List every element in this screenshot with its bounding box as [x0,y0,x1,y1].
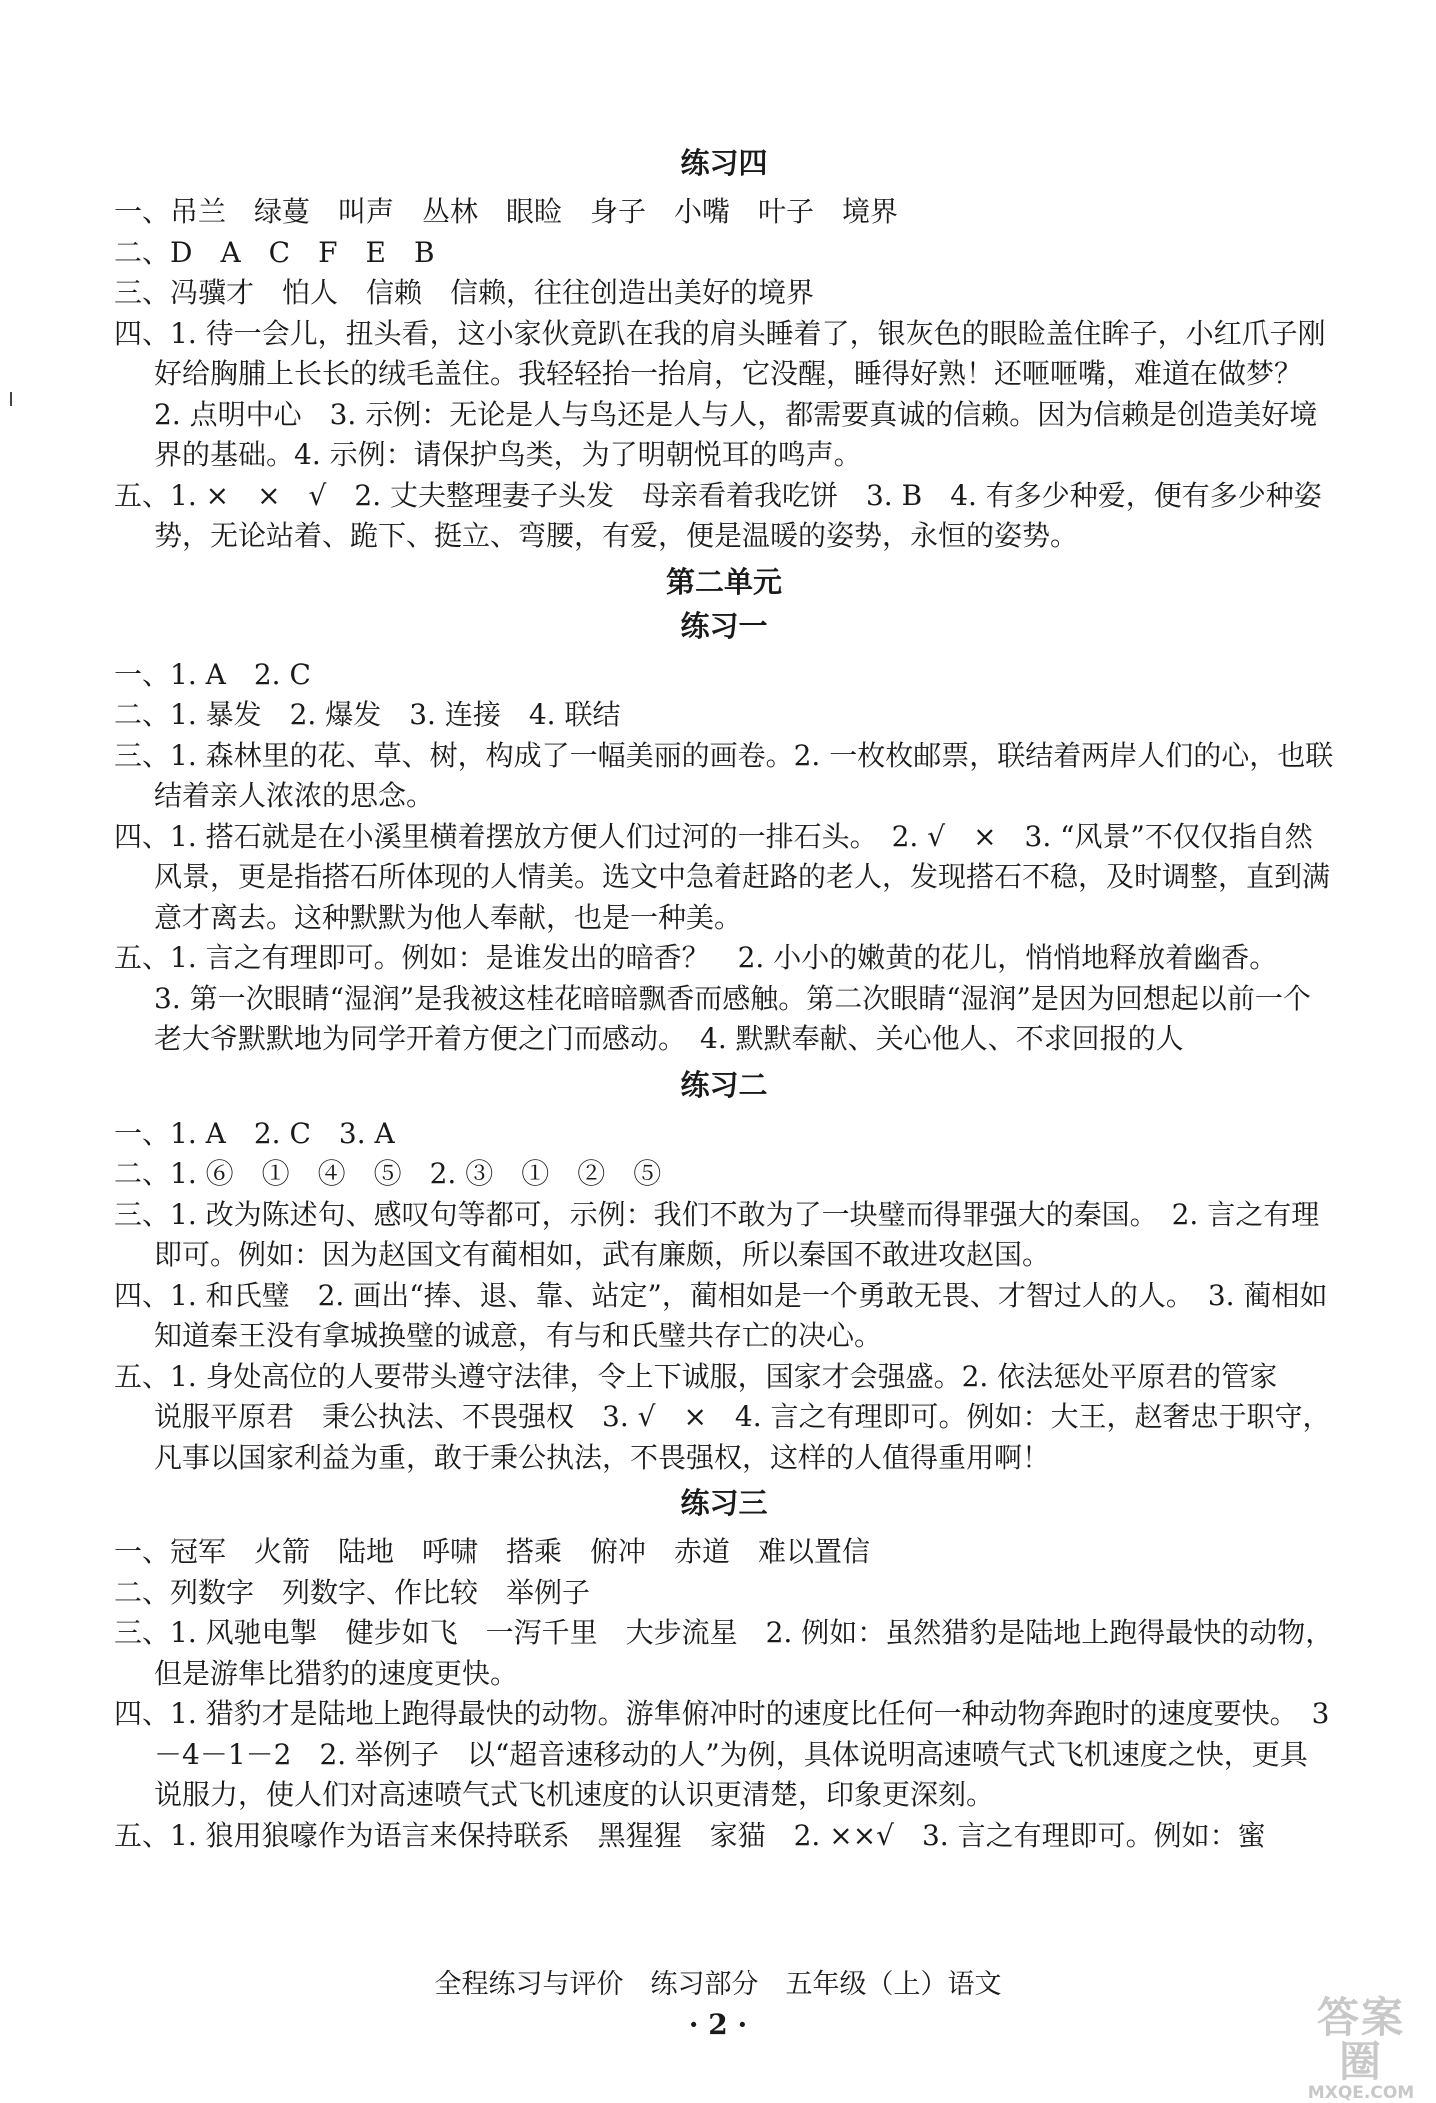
section-heading: 练习四 [680,146,768,180]
answer-item [114,1816,1334,1857]
answer-text: 五、1. 言之有理即可。例如：是谁发出的暗香？ 2. 小小的嫩黄的花儿，悄悄地释放着幽香。 [114,941,1278,974]
answer-text: 五、1. 狼用狼嚎作为语言来保持联系 黑猩猩 家猫 2. ××√ 3. 言之有理即可。例如：蜜 [114,1818,1266,1852]
answer-item [114,1114,1334,1155]
answer-item [114,1613,1334,1694]
margin-mark [10,392,12,406]
answer-item [114,1573,1334,1614]
answer-text: 一、1. A 2. C 3. A [114,1116,395,1150]
answer-text: 二、列数字 列数字、作比较 举例子 [114,1575,591,1609]
answer-item [114,736,1334,817]
answer-item [114,655,1334,696]
section-heading: 练习三 [680,1486,768,1520]
answer-item [114,1357,1334,1479]
page-footer: 全程练习与评价 练习部分 五年级（上）语文 [434,1969,1002,2000]
answer-text: 二、D A C F E B [114,235,435,269]
answer-text: 二、1. 暴发 2. 爆发 3. 连接 4. 联结 [114,698,621,731]
answer-item [114,1154,1334,1195]
answer-item [114,1532,1334,1573]
answer-text: 三、冯骥才 怕人 信赖 信赖，往往创造出美好的境界 [114,276,815,309]
answer-text: 三、1. 森林里的花、草、树，构成了一幅美丽的画卷。2. 一枚枚邮票，联结着两岸人们的心，也联结着亲人浓浓的思念。 [114,738,1334,812]
answer-text: 四、1. 搭石就是在小溪里横着摆放方便人们过河的一排石头。 2. √ × 3. “风景”不仅仅指自然风景，更是指搭石所体现的人情美。选文中急着赶路的老人，发现搭石不稳，及时调整，直到满意才离去。这种默默为他人奉献，也是一种美。 [114,819,1331,934]
answer-text: 三、1. 风驰电掣 健步如飞 一泻千里 大步流星 2. 例如：虽然猎豹是陆地上跑得最快的动物，但是游隼比猎豹的速度更快。 [114,1616,1334,1690]
answer-item [114,1195,1334,1276]
page-number: · 2 · [688,2008,748,2041]
answer-text: 一、吊兰 绿蔓 叫声 丛林 眼睑 身子 小嘴 叶子 境界 [114,195,899,228]
answer-item [114,1276,1334,1357]
answer-text: 四、1. 和氏璧 2. 画出“捧、退、靠、站定”，蔺相如是一个勇敢无畏、才智过人的人。 3. 蔺相如知道秦王没有拿城换璧的诚意，有与和氏璧共存亡的决心。 [114,1278,1328,1352]
answer-item [114,1694,1334,1816]
answer-text: 二、1. ⑥ ① ④ ⑤ 2. ③ ① ② ⑤ [114,1157,662,1190]
answer-item [114,817,1334,939]
answer-text: 五、1. × × √ 2. 丈夫整理妻子头发 母亲看着我吃饼 3. B 4. 有多少种爱，便有多少种姿势，无论站着、跪下、挺立、弯腰，有爱，便是温暖的姿势，永恒的姿势。 [114,478,1322,552]
section-heading: 练习一 [680,608,768,643]
answer-item [114,314,1334,476]
answer-item [114,233,1334,274]
answer-item [114,192,1334,233]
answer-text: 四、1. 待一会儿，扭头看，这小家伙竟趴在我的肩头睡着了，银灰色的眼睑盖住眸子，小红爪子刚好给胸脯上长长的绒毛盖住。我轻轻抬一抬肩，它没醒，睡得好熟！还咂咂嘴，难道在做梦？ 2. 点明中心 3. 示例：无论是人与鸟还是人与人，都需要真诚的信赖。因为信赖是创造美好境界的基础。4. 示例：请保护鸟类，为了明朝悦耳的鸣声。 [114,316,1331,471]
answer-text-continued: 3. 第一次眼睛“湿润”是我被这桂花暗暗飘香而感触。第二次眼睛“湿润”是因为回想起以前一个老大爷默默地为同学开着方便之门而感动。 4. 默默奉献、关心他人、不求回报的人 [154,981,1311,1055]
answer-text: 三、1. 改为陈述句、感叹句等都可，示例：我们不敢为了一块璧而得罪强大的秦国。 2. 言之有理即可。例如：因为赵国文有蔺相如，武有廉颇，所以秦国不敢进攻赵国。 [114,1197,1320,1271]
watermark-text: 答案圈 [1316,1993,1405,2086]
section-heading: 练习二 [680,1067,768,1102]
answer-item [114,938,1334,1060]
answer-item [114,476,1334,557]
answer-text: 一、冠军 火箭 陆地 呼啸 搭乘 俯冲 赤道 难以置信 [114,1535,871,1568]
answer-item [114,273,1334,314]
answer-text: 一、1. A 2. C [114,657,311,691]
unit-heading: 第二单元 [665,564,782,599]
answer-text-continued: 说服平原君 秉公执法、不畏强权 3. √ × 4. 言之有理即可。例如：大王，赵奢忠于职守，凡事以国家利益为重，敢于秉公执法，不畏强权，这样的人值得重用啊！ [154,1400,1331,1474]
answer-text: 四、1. 猎豹才是陆地上跑得最快的动物。游隼俯冲时的速度比任何一种动物奔跑时的速度要快。 3－4－1－2 2. 举例子 以“超音速移动的人”为例，具体说明高速喷气式飞机速度之快，更具说服力，使人们对高速喷气式飞机速度的认识更清楚，印象更深刻。 [114,1697,1330,1811]
answer-text: 五、1. 身处高位的人要带头遵守法律，令上下诚服，国家才会强盛。2. 依法惩处平原君的管家 [114,1359,1278,1393]
watermark-logo [1296,1993,1426,2103]
watermark-url: MXQE.COM [1307,2083,1415,2103]
answer-content [114,138,1334,1856]
answer-item [114,695,1334,736]
